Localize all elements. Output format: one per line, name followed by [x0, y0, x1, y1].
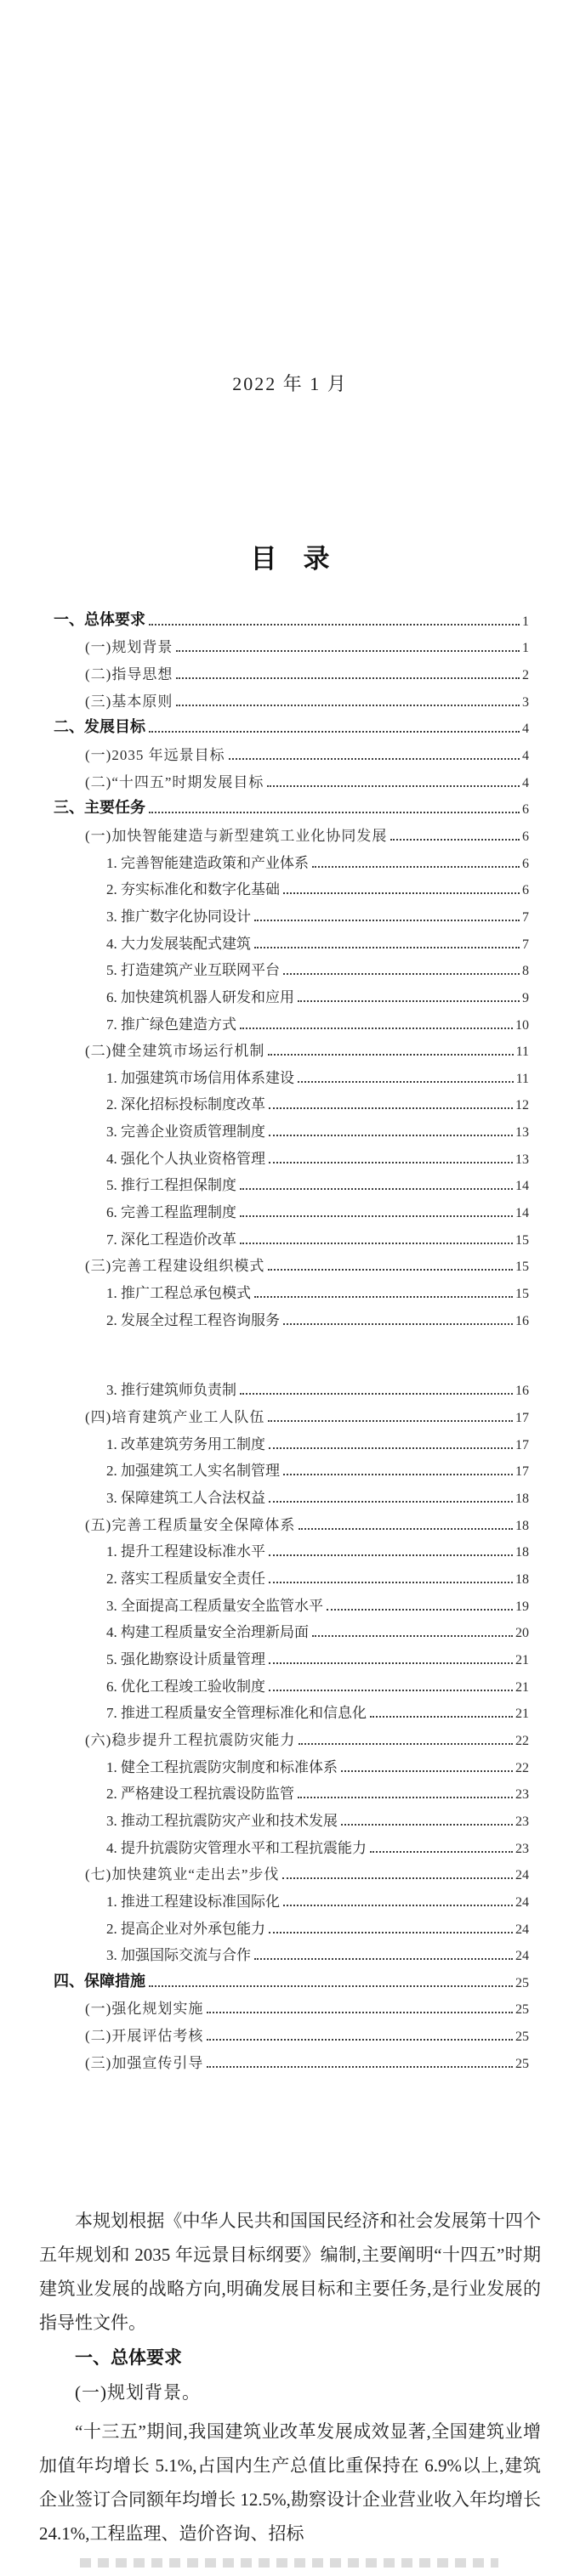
- toc-entry-page-number: 1: [522, 614, 529, 629]
- toc-entry-page-number: 18: [515, 1545, 529, 1560]
- dot-leader: [298, 1081, 514, 1083]
- toc-entry: [106, 1224, 529, 1251]
- toc-entry: [85, 820, 529, 847]
- toc-entry-page-number: 16: [515, 1313, 529, 1328]
- toc-entry-page-number: 25: [515, 2002, 529, 2018]
- toc-entry-page-number: 9: [522, 990, 529, 1005]
- dot-leader: [283, 892, 520, 894]
- dot-leader: [149, 731, 520, 733]
- toc-entry-label: 3. 推动工程抗震防灾产业和技术发展: [106, 1812, 338, 1829]
- dot-leader: [283, 973, 520, 975]
- toc-entry-page-number: 6: [522, 883, 529, 898]
- toc-entry-label: (二)指导思想: [85, 665, 173, 682]
- toc-entry-label: 6. 加快建筑机器人研发和应用: [106, 988, 294, 1005]
- dot-leader: [229, 758, 520, 760]
- toc-entry-label: (六)稳步提升工程抗震防灾能力: [85, 1731, 296, 1748]
- toc-entry-label: (一)加快智能建造与新型建筑工业化协同发展: [85, 827, 388, 844]
- dot-leader: [312, 866, 520, 868]
- dot-leader: [390, 839, 520, 841]
- dot-leader: [269, 1582, 513, 1583]
- toc-entry-label: (五)完善工程质量安全保障体系: [85, 1516, 296, 1533]
- toc-entry-page-number: 23: [515, 1814, 529, 1829]
- dot-leader: [149, 624, 520, 626]
- toc-entry-label: (三)加强宣传引导: [85, 2054, 204, 2071]
- toc-entry-page-number: 17: [515, 1464, 529, 1480]
- dot-leader: [207, 2066, 513, 2068]
- toc-entry: [106, 1197, 529, 1224]
- toc-entry: [106, 1671, 529, 1698]
- toc-entry: [106, 1009, 529, 1036]
- dot-leader: [268, 1269, 513, 1271]
- dot-leader: [207, 2039, 513, 2041]
- toc-entry: [106, 1698, 529, 1725]
- toc-entry: [85, 632, 529, 660]
- dot-leader: [269, 1690, 513, 1691]
- dot-leader: [240, 1215, 513, 1217]
- toc-entry-page-number: 13: [515, 1125, 529, 1141]
- toc-entry-label: (二)“十四五”时期发展目标: [85, 773, 264, 790]
- dot-leader: [254, 1296, 513, 1298]
- toc-entry: [106, 1590, 529, 1617]
- toc-entry: [106, 1429, 529, 1456]
- toc-entry-page-number: 4: [522, 722, 529, 737]
- toc-entry: [85, 1401, 529, 1429]
- toc-entry-label: 一、总体要求: [54, 610, 145, 628]
- toc-entry-label: 4. 大力发展装配式建筑: [106, 935, 251, 952]
- toc-entry: [106, 1143, 529, 1170]
- toc-entry-label: 三、主要任务: [54, 799, 145, 817]
- dot-leader: [298, 1000, 520, 1002]
- toc-entry-label: 1. 提升工程建设标准水平: [106, 1543, 265, 1560]
- toc-entry-label: 1. 完善智能建造政策和产业体系: [106, 854, 309, 871]
- toc-entry: [85, 767, 529, 794]
- toc-entry-page-number: 3: [522, 694, 529, 710]
- toc-entry: [106, 1090, 529, 1117]
- toc-entry: [54, 605, 529, 632]
- dot-leader: [269, 1554, 513, 1556]
- dot-leader: [268, 1054, 513, 1056]
- dot-leader: [240, 1188, 513, 1190]
- toc-entry-page-number: 4: [522, 748, 529, 763]
- toc-entry-page-number: 24: [515, 1949, 529, 1964]
- toc-entry: [106, 875, 529, 902]
- toc-entry: [106, 982, 529, 1009]
- toc-entry-label: 2. 严格建设工程抗震设防监管: [106, 1786, 294, 1803]
- dot-leader: [299, 1743, 513, 1745]
- toc-entry-label: (一)2035 年远景目标: [85, 746, 225, 763]
- toc-entry-page-number: 6: [522, 829, 529, 844]
- subsection-heading-planning-background: (一)规划背景。: [75, 2381, 201, 2403]
- toc-entry-page-number: 1: [522, 641, 529, 656]
- toc-entry-label: 四、保障措施: [54, 1972, 145, 1990]
- toc-entry-page-number: 19: [515, 1599, 529, 1614]
- dot-leader: [176, 705, 520, 706]
- toc-entry: [54, 794, 529, 821]
- toc-entry-label: 2. 加强建筑工人实名制管理: [106, 1463, 280, 1480]
- toc-entry-label: 5. 推行工程担保制度: [106, 1177, 236, 1194]
- toc-entry-label: 7. 深化工程造价改革: [106, 1231, 236, 1248]
- dot-leader: [341, 1770, 513, 1772]
- document-date: 2022 年 1 月: [232, 373, 348, 394]
- dot-leader: [176, 677, 520, 679]
- dot-leader: [269, 1135, 513, 1136]
- toc-entry: [85, 1509, 529, 1537]
- toc-entry-label: (二)开展评估考核: [85, 2028, 204, 2045]
- toc-entry-label: 3. 推行建筑师负责制: [106, 1382, 236, 1399]
- section-heading-overall-requirements: 一、总体要求: [75, 2347, 182, 2368]
- dot-leader: [254, 947, 520, 948]
- dot-leader: [240, 1028, 513, 1029]
- toc-entry-label: 1. 推进工程建设标准国际化: [106, 1893, 280, 1910]
- dot-leader: [283, 1905, 513, 1906]
- toc-entry: [54, 1967, 529, 1994]
- dot-leader: [312, 1635, 513, 1637]
- toc-entry-page-number: 21: [515, 1679, 529, 1695]
- toc-entry-label: 1. 健全工程抗震防灾制度和标准体系: [106, 1758, 338, 1775]
- toc-entry-page-number: 11: [515, 1045, 529, 1060]
- toc-entry-page-number: 22: [515, 1733, 529, 1748]
- toc-entry: [106, 1779, 529, 1806]
- toc-entry: [106, 1913, 529, 1940]
- dot-leader: [341, 1824, 513, 1826]
- toc-entry-label: 5. 打造建筑产业互联网平台: [106, 962, 280, 979]
- dot-leader: [267, 785, 520, 787]
- toc-entry-page-number: 24: [515, 1868, 529, 1883]
- dot-leader: [283, 1474, 513, 1475]
- dot-leader: [240, 1393, 513, 1395]
- dot-leader: [269, 1107, 513, 1109]
- dot-leader: [299, 1528, 513, 1530]
- toc-entry-page-number: 13: [515, 1152, 529, 1167]
- toc-entry-label: (一)规划背景: [85, 639, 173, 656]
- toc-entry-page-number: 17: [515, 1437, 529, 1452]
- toc-entry-label: (二)健全建筑市场运行机制: [85, 1043, 265, 1060]
- dot-leader: [283, 1323, 513, 1325]
- toc-entry-page-number: 4: [522, 775, 529, 790]
- toc-entry-label: 1. 改革建筑劳务用工制度: [106, 1435, 265, 1452]
- toc-entry-label: (七)加快建筑业“走出去”步伐: [85, 1866, 280, 1883]
- dot-leader: [269, 1447, 513, 1449]
- toc-entry-label: 3. 保障建筑工人合法权益: [106, 1490, 265, 1506]
- toc-entry: [85, 1860, 529, 1887]
- toc-entry-page-number: 18: [515, 1518, 529, 1533]
- toc-entry: [106, 1752, 529, 1779]
- toc-entry: [106, 1617, 529, 1645]
- toc-entry-page-number: 7: [522, 909, 529, 925]
- toc-entry: [106, 1456, 529, 1483]
- toc-entry-page-number: 24: [515, 1894, 529, 1910]
- document-body: [0, 2204, 580, 2568]
- toc-entry: [85, 2047, 529, 2075]
- toc-entry-label: (四)培育建筑产业工人队伍: [85, 1409, 265, 1426]
- toc-entry-page-number: 12: [515, 1098, 529, 1113]
- toc-entry: [106, 1832, 529, 1860]
- toc-entry: [85, 1251, 529, 1278]
- table-of-contents: [0, 605, 580, 2075]
- dot-leader: [298, 1797, 513, 1798]
- toc-entry-page-number: 11: [515, 1071, 529, 1086]
- toc-entry: [85, 2020, 529, 2047]
- dot-leader: [207, 2012, 513, 2013]
- toc-entry-page-number: 6: [522, 856, 529, 871]
- toc-title: 目 录: [250, 544, 330, 574]
- dot-leader: [282, 1877, 513, 1879]
- toc-entry: [106, 1305, 529, 1332]
- cut-off-text-remnant: [80, 2558, 498, 2568]
- toc-entry-label: 2. 夯实标准化和数字化基础: [106, 881, 280, 898]
- toc-entry-label: (三)基本原则: [85, 693, 173, 710]
- toc-entry-label: 2. 提高企业对外承包能力: [106, 1920, 265, 1937]
- toc-entry: [106, 1170, 529, 1197]
- dot-leader: [176, 650, 520, 652]
- dot-leader: [269, 1932, 513, 1933]
- toc-entry-label: 2. 发展全过程工程咨询服务: [106, 1311, 280, 1328]
- toc-entry: [106, 1886, 529, 1913]
- paragraph-13th-five-year-achievements: “十三五”期间,我国建筑业改革发展成效显著,全国建筑业增加值年均增长 5.1%,占国内生产总值比重保持在 6.9%以上,建筑企业签订合同额年均增长 12.5%,勘察设计企业营业收入年均增长 24.1%,工程监理、造价咨询、招标: [39, 2420, 541, 2544]
- toc-entry-page-number: 25: [515, 1975, 529, 1990]
- toc-entry-page-number: 18: [515, 1571, 529, 1587]
- toc-entry-page-number: 23: [515, 1841, 529, 1856]
- dot-leader: [268, 1420, 513, 1422]
- dot-leader: [240, 1243, 513, 1244]
- toc-entry: [85, 1994, 529, 2021]
- toc-entry: [106, 1375, 529, 1402]
- toc-entry-label: 1. 推广工程总承包模式: [106, 1285, 251, 1302]
- dot-leader: [254, 920, 520, 921]
- toc-entry-page-number: 7: [522, 937, 529, 952]
- toc-entry-label: 4. 提升抗震防灾管理水平和工程抗震能力: [106, 1839, 367, 1856]
- toc-entry-label: 7. 推广绿色建造方式: [106, 1016, 236, 1033]
- toc-entry-label: 4. 强化个人执业资格管理: [106, 1150, 265, 1167]
- toc-entry-page-number: 21: [515, 1707, 529, 1722]
- toc-entry-label: 3. 全面提高工程质量安全监管水平: [106, 1597, 323, 1614]
- dot-leader: [370, 1716, 513, 1718]
- toc-entry-page-number: 8: [522, 964, 529, 979]
- toc-entry-page-number: 14: [515, 1179, 529, 1194]
- toc-entry: [106, 901, 529, 928]
- toc-entry-label: 3. 加强国际交流与合作: [106, 1947, 251, 1964]
- dot-leader: [149, 812, 520, 813]
- toc-entry: [85, 1724, 529, 1752]
- toc-entry-label: 3. 完善企业资质管理制度: [106, 1124, 265, 1141]
- toc-entry-label: 5. 强化勘察设计质量管理: [106, 1650, 265, 1667]
- toc-entry-label: 4. 构建工程质量安全治理新局面: [106, 1624, 309, 1641]
- toc-entry-page-number: 24: [515, 1922, 529, 1937]
- toc-entry-page-number: 15: [515, 1260, 529, 1275]
- toc-entry-label: 2. 深化招标投标制度改革: [106, 1096, 265, 1113]
- toc-entry: [106, 955, 529, 982]
- toc-entry: [106, 1277, 529, 1305]
- toc-entry: [85, 739, 529, 767]
- toc-entry-page-number: 25: [515, 2056, 529, 2071]
- toc-entry-label: 3. 推广数字化协同设计: [106, 908, 251, 925]
- toc-entry-page-number: 2: [522, 667, 529, 682]
- dot-leader: [269, 1501, 513, 1503]
- toc-entry-label: 6. 完善工程监理制度: [106, 1204, 236, 1221]
- toc-entry: [85, 659, 529, 686]
- toc-entry-label: (三)完善工程建设组织模式: [85, 1258, 265, 1275]
- toc-entry-page-number: 22: [515, 1760, 529, 1775]
- toc-entry-page-number: 15: [515, 1287, 529, 1302]
- toc-entry-label: 6. 优化工程竣工验收制度: [106, 1678, 265, 1695]
- toc-entry: [106, 1062, 529, 1090]
- toc-entry-page-number: 16: [515, 1384, 529, 1399]
- toc-entry-page-number: 20: [515, 1626, 529, 1641]
- dot-leader: [327, 1609, 513, 1611]
- toc-entry-page-number: 17: [515, 1411, 529, 1426]
- toc-entry-page-number: 6: [522, 802, 529, 818]
- toc-entry: [106, 1482, 529, 1509]
- dot-leader: [269, 1662, 513, 1664]
- dot-leader: [370, 1851, 513, 1853]
- dot-leader: [149, 1985, 513, 1987]
- toc-entry: [106, 1644, 529, 1671]
- toc-entry: [106, 1940, 529, 1967]
- toc-entry: [85, 686, 529, 713]
- toc-entry: [54, 713, 529, 740]
- toc-entry: [85, 1036, 529, 1063]
- toc-entry: [106, 1563, 529, 1590]
- toc-entry-page-number: 15: [515, 1232, 529, 1248]
- toc-entry-label: (一)强化规划实施: [85, 2001, 204, 2018]
- toc-entry-label: 1. 加强建筑市场信用体系建设: [106, 1069, 294, 1086]
- toc-entry: [106, 1537, 529, 1564]
- toc-entry: [106, 928, 529, 955]
- dot-leader: [269, 1162, 513, 1163]
- toc-entry-page-number: 18: [515, 1492, 529, 1506]
- toc-entry-label: 7. 推进工程质量安全管理标准化和信息化: [106, 1705, 367, 1722]
- toc-entry-page-number: 10: [515, 1017, 529, 1033]
- toc-entry-label: 2. 落实工程质量安全责任: [106, 1570, 265, 1587]
- toc-entry-page-number: 23: [515, 1787, 529, 1803]
- toc-entry-page-number: 21: [515, 1652, 529, 1667]
- dot-leader: [254, 1958, 513, 1960]
- toc-entry: [106, 847, 529, 875]
- toc-entry-label: 二、发展目标: [54, 718, 145, 736]
- toc-entry: [106, 1116, 529, 1143]
- toc-entry-page-number: 25: [515, 2030, 529, 2045]
- toc-entry: [106, 1805, 529, 1832]
- toc-entry-page-number: 14: [515, 1206, 529, 1221]
- paragraph-plan-basis: 本规划根据《中华人民共和国国民经济和社会发展第十四个五年规划和 2035 年远景目标纲要》编制,主要阐明“十四五”时期建筑业发展的战略方向,明确发展目标和主要任务,是行业发展的指导性文件。: [39, 2210, 541, 2333]
